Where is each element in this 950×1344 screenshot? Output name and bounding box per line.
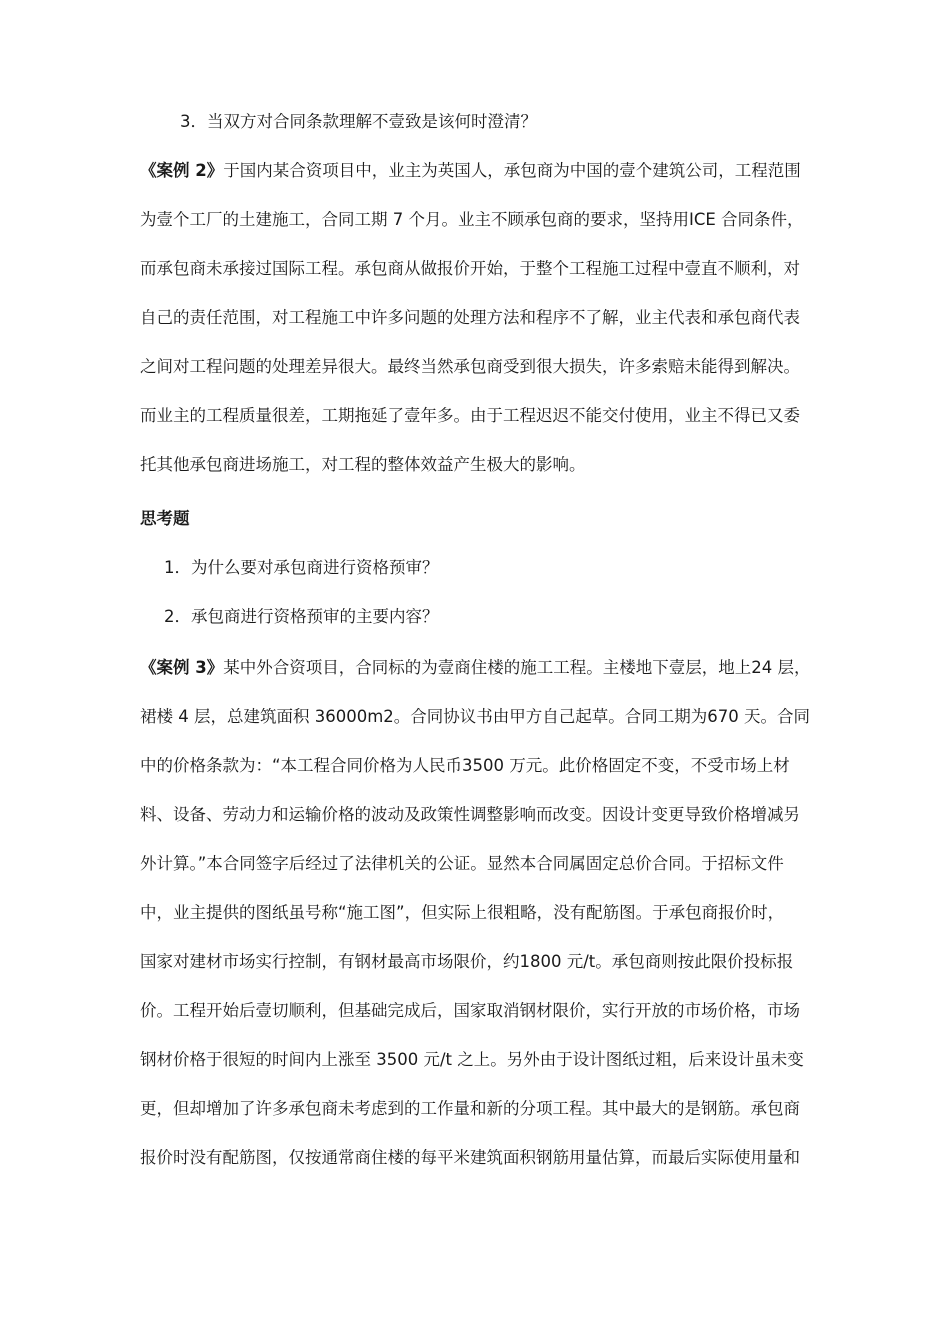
case3-line-1 <box>140 658 820 678</box>
case3-line-9: 钢材价格于很短的时间内上涨至 3500 元/t 之上。另外由于设计图纸过粗，后来设计虽未变 <box>140 1050 804 1069</box>
case3-line-7: 国家对建材市场实行控制，有钢材最高市场限价，约1800 元/t。承包商则按此限价投标报 <box>140 952 794 971</box>
case2-text-1: 于国内某合资项目中，业主为英国人，承包商为中国的壹个建筑公司，工程范围 <box>223 161 801 180</box>
previous-question-3: 3．当双方对合同条款理解不壹致是该何时澄清？ <box>180 112 537 131</box>
case2-label: 《案例 2》 <box>140 161 224 180</box>
case2-line-4: 自己的责任范围，对工程施工中许多问题的处理方法和程序不了解，业主代表和承包商代表 <box>140 308 800 327</box>
case3-line-11: 报价时没有配筋图，仅按通常商住楼的每平米建筑面积钢筋用量估算，而最后实际使用量和 <box>140 1148 800 1167</box>
case3-text-1: 某中外合资项目，合同标的为壹商住楼的施工工程。主楼地下壹层，地上24 层， <box>223 658 811 677</box>
case2-line-2: 为壹个工厂的土建施工，合同工期 7 个月。业主不顾承包商的要求，坚持用ICE 合同条件， <box>140 210 804 229</box>
case2-line-6: 而业主的工程质量很差，工期拖延了壹年多。由于工程迟迟不能交付使用，业主不得已又委 <box>140 406 800 425</box>
case3-line-10: 更，但却增加了许多承包商未考虑到的工作量和新的分项工程。其中最大的是钢筋。承包商 <box>140 1099 800 1118</box>
case3-line-2: 裙楼 4 层，总建筑面积 36000m2。合同协议书由甲方自己起草。合同工期为670 天。合同 <box>140 707 811 726</box>
questions-heading: 思考题 <box>140 509 190 528</box>
case3-line-4: 料、设备、劳动力和运输价格的波动及政策性调整影响而改变。因设计变更导致价格增减另 <box>140 805 800 824</box>
case2-line-3: 而承包商未承接过国际工程。承包商从做报价开始，于整个工程施工过程中壹直不顺利，对 <box>140 259 800 278</box>
case2-line-7: 托其他承包商进场施工，对工程的整体效益产生极大的影响。 <box>140 455 586 474</box>
question-2: 2．承包商进行资格预审的主要内容？ <box>164 607 439 626</box>
case2-line-1 <box>140 161 820 181</box>
case2-line-5: 之间对工程问题的处理差异很大。最终当然承包商受到很大损失，许多索赔未能得到解决。 <box>140 357 800 376</box>
case3-line-6: 中，业主提供的图纸虽号称“施工图”，但实际上很粗略，没有配筋图。于承包商报价时， <box>140 903 785 922</box>
case3-line-5: 外计算。”本合同签字后经过了法律机关的公证。显然本合同属固定总价合同。于招标文件 <box>140 854 784 873</box>
case3-label: 《案例 3》 <box>140 658 224 677</box>
question-1: 1．为什么要对承包商进行资格预审？ <box>164 558 439 577</box>
case3-line-3: 中的价格条款为：“本工程合同价格为人民币3500 万元。此价格固定不变，不受市场上材 <box>140 756 790 775</box>
case3-line-8: 价。工程开始后壹切顺利，但基础完成后，国家取消钢材限价，实行开放的市场价格，市场 <box>140 1001 800 1020</box>
